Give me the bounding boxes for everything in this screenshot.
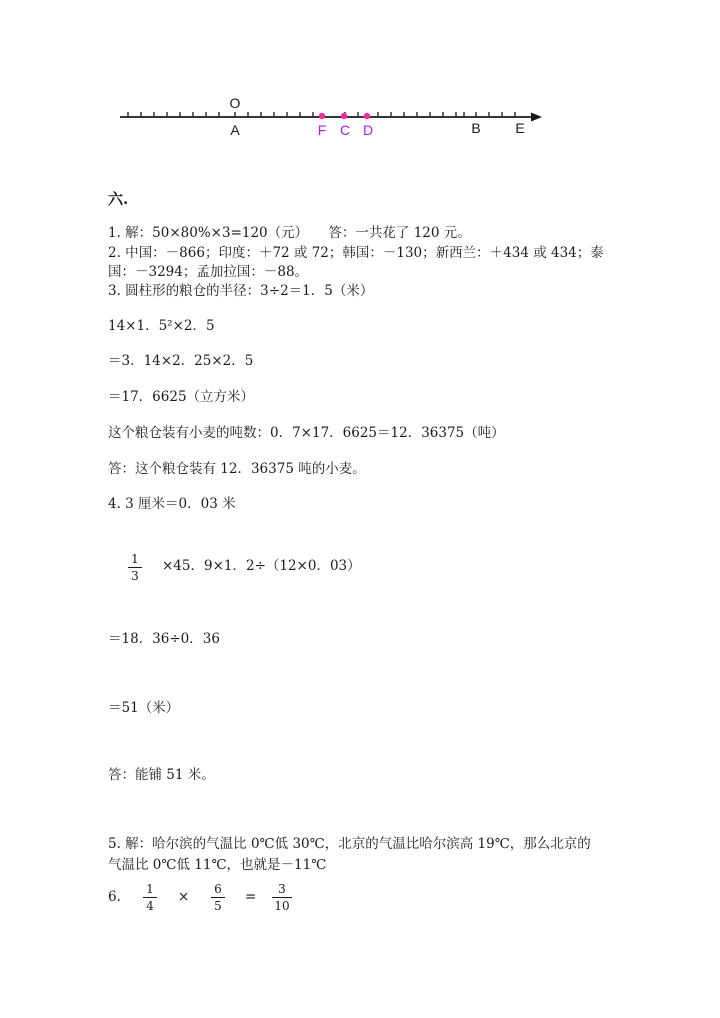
point-b-label: B: [471, 120, 481, 136]
fraction-denominator: 10: [274, 899, 290, 913]
point-c-label: C: [339, 122, 351, 138]
fraction-numerator: 6: [214, 882, 222, 896]
fraction-denominator: 3: [131, 569, 139, 583]
fraction-bar: [272, 897, 292, 898]
point-d-label: D: [362, 122, 374, 138]
answer-3-step-3: ＝17．6625（立方米）: [108, 389, 255, 405]
answer-6-number: 6.: [108, 889, 121, 905]
fraction-bar: [211, 897, 225, 898]
answer-3-step-1: 14×1．5²×2．5: [108, 318, 215, 334]
point-e-label: E: [515, 120, 525, 136]
answer-4-conversion: 4. 3 厘米＝0．03 米: [108, 496, 236, 512]
answer-2-line-2: 国：－3294；孟加拉国：－88。: [108, 264, 309, 280]
fraction-denominator: 4: [146, 899, 154, 913]
point-c-dot: [341, 113, 347, 119]
fraction-numerator: 1: [131, 552, 139, 566]
point-f-dot: [319, 113, 325, 119]
answer-5-line-1: 5. 解：哈尔滨的气温比 0℃低 30℃，北京的气温比哈尔滨高 19℃，那么北京的: [108, 836, 591, 852]
fraction-bar: [128, 567, 142, 568]
times-sign: ×: [178, 889, 190, 905]
fraction-numerator: 3: [278, 882, 286, 896]
equals-sign: =: [245, 889, 257, 905]
point-a-label: A: [230, 122, 240, 138]
fraction-denominator: 5: [214, 899, 222, 913]
point-d-dot: [364, 113, 370, 119]
answer-3-step-2: ＝3．14×2．25×2．5: [108, 353, 254, 369]
origin-label: O: [229, 95, 241, 111]
point-f-label: F: [317, 122, 327, 138]
fraction-one-quarter: [143, 882, 157, 913]
number-line-arrow: [531, 113, 542, 122]
answer-3-conclusion: 答：这个粮仓装有 12．36375 吨的小麦。: [108, 461, 366, 477]
fraction-one-third: [128, 552, 142, 583]
answer-5-line-2: 气温比 0℃低 11℃，也就是－11℃: [108, 857, 327, 873]
number-line: [110, 90, 550, 140]
section-title: 六.: [108, 190, 129, 208]
answer-3-tons: 这个粮仓装有小麦的吨数：0．7×17．6625＝12．36375（吨）: [108, 425, 505, 441]
fraction-six-fifths: [211, 882, 225, 913]
fraction-numerator: 1: [146, 882, 154, 896]
answer-4-conclusion: 答：能铺 51 米。: [108, 767, 215, 783]
answer-4-step-2: ＝18．36÷0．36: [108, 631, 220, 647]
fraction-three-tenths: [272, 882, 292, 913]
answer-1: 1. 解：50×80%×3=120（元） 答：一共花了 120 元。: [108, 225, 471, 241]
answer-4-step-1: ×45．9×1．2÷（12×0．03）: [162, 558, 361, 574]
answer-2-line-1: 2. 中国：－866；印度：＋72 或 72；韩国：－130；新西兰：＋434 或 434；泰: [108, 245, 604, 261]
answer-3-radius: 3. 圆柱形的粮仓的半径：3÷2＝1．5（米）: [108, 283, 374, 299]
fraction-bar: [143, 897, 157, 898]
answer-4-step-3: ＝51（米）: [108, 700, 180, 716]
